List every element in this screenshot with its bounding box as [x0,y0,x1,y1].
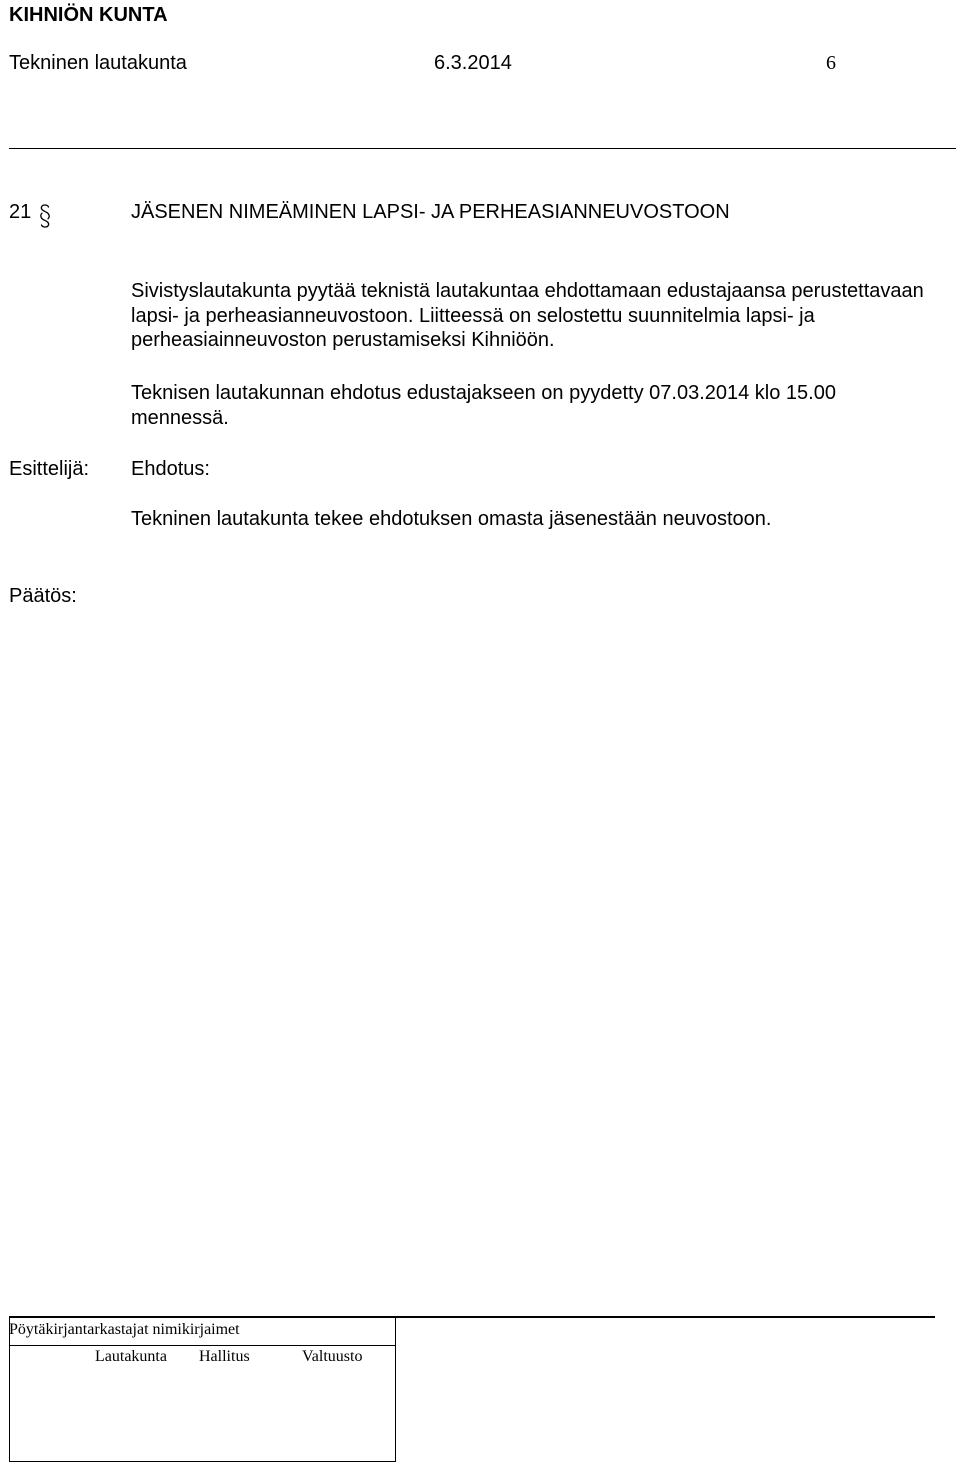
signature-title: Pöytäkirjantarkastajat nimikirjaimet [9,1321,240,1338]
page-number: 6 [826,52,836,74]
meeting-date: 6.3.2014 [434,52,512,74]
proposal-text: Tekninen lautakunta tekee ehdotuksen omasta jäsenestään neuvostoon. [131,508,772,530]
body-paragraph-1: Sivistyslautakunta pyytää teknistä lautakuntaa ehdottamaan edustajaansa perustettavaan lapsi- ja perheasianneuvostoon. Liitteessä on selostettu suunnitelmia lapsi- ja perheasiainneuvoston perustamiseksi Kihniöön. [131,280,924,351]
decision-label: Päätös: [9,585,77,607]
organization-name: KIHNIÖN KUNTA [9,4,168,26]
signature-column-valtuusto: Valtuusto [302,1348,363,1365]
presenter-label: Esittelijä: [9,458,90,480]
board-name: Tekninen lautakunta [9,52,187,74]
signature-column-hallitus: Hallitus [199,1348,250,1365]
section-sign-icon [37,201,53,231]
section-number: 21 [9,201,32,223]
body-paragraph-2: Teknisen lautakunnan ehdotus edustajakseen on pyydetty 07.03.2014 klo 15.00 mennessä. [131,382,836,429]
section-title: JÄSENEN NIMEÄMINEN LAPSI- JA PERHEASIANNEUVOSTOON [131,201,730,223]
proposal-label: Ehdotus: [131,458,210,480]
signature-box [9,1318,396,1462]
signature-column-lautakunta: Lautakunta [95,1348,167,1365]
signature-box-separator [10,1345,395,1346]
header-divider [9,148,956,149]
